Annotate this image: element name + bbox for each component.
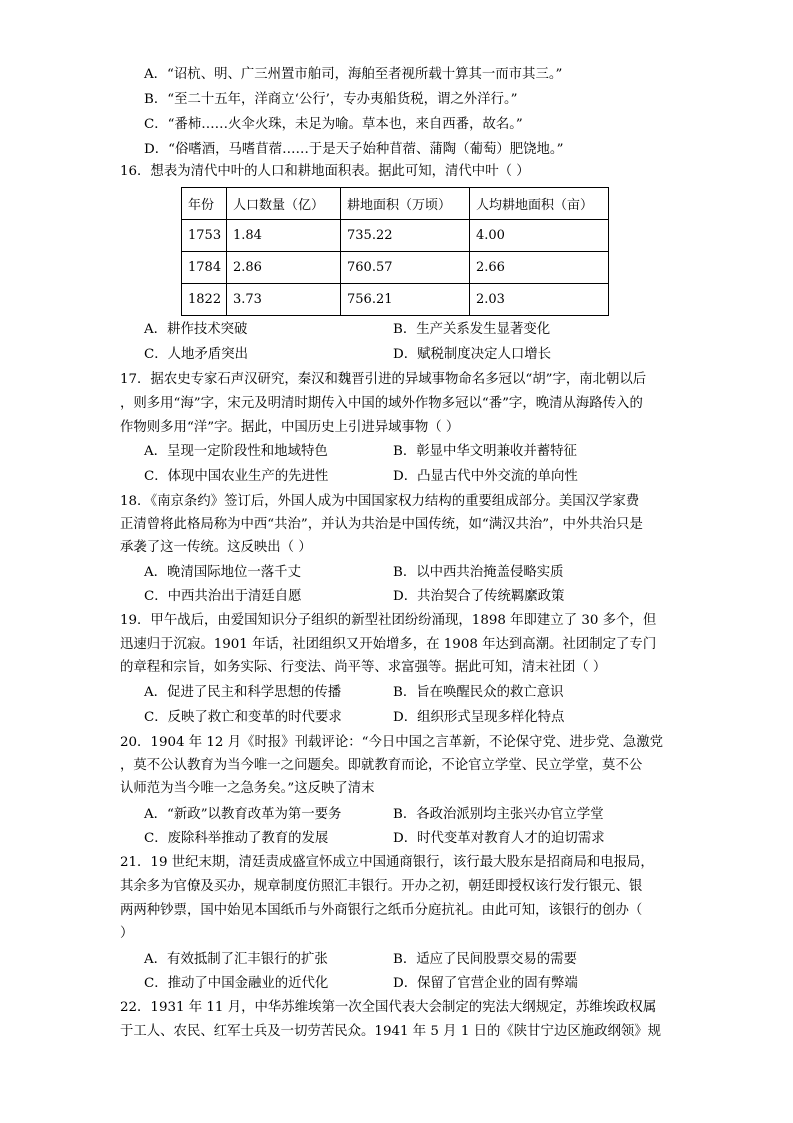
q19-stem-line: 19．甲午战后，由爱国知识分子组织的新型社团纷纷涌现，1898 年即建立了 30 多个，但 bbox=[120, 613, 657, 628]
q18-stem-line: 正清曾将此格局称为中西“共治”，并认为共治是中国传统，如“满汉共治”，中外共治只是 bbox=[120, 517, 643, 532]
q18-option-c: C．中西共治出于清廷自愿 bbox=[144, 589, 302, 604]
q18-option-a: A．晚清国际地位一落千丈 bbox=[144, 565, 301, 580]
q22-stem-line: 22．1931 年 11 月，中华苏维埃第一次全国代表大会制定的宪法大纲规定，苏维埃政权属 bbox=[120, 1000, 657, 1015]
q21-stem-line: ） bbox=[120, 926, 134, 941]
table-cell: 2.86 bbox=[227, 252, 341, 284]
q16-option-a: A．耕作技术突破 bbox=[144, 322, 248, 337]
q20-option-c: C．废除科举推动了教育的发展 bbox=[144, 831, 329, 846]
table-cell: 1784 bbox=[182, 252, 227, 284]
q19-option-b: B．旨在唤醒民众的救亡意识 bbox=[393, 685, 564, 700]
q16-option-c: C．人地矛盾突出 bbox=[144, 347, 248, 362]
q22-stem-line: 于工人、农民、红军士兵及一切劳苦民众。1941 年 5 月 1 日的《陕甘宁边区施政纲领》规 bbox=[120, 1024, 662, 1039]
table-cell: 2.03 bbox=[470, 284, 609, 316]
q16-data-table bbox=[181, 187, 609, 316]
table-cell: 760.57 bbox=[341, 252, 470, 284]
table-cell: 3.73 bbox=[227, 284, 341, 316]
table-cell: 1822 bbox=[182, 284, 227, 316]
table-row bbox=[182, 252, 609, 284]
q16-option-d: D．赋税制度决定人口增长 bbox=[393, 347, 552, 362]
table-header-cell: 年份 bbox=[182, 188, 227, 220]
q17-stem-line: ，则多用“海”字，宋元及明清时期传入中国的域外作物多冠以“番”字，晚清从海路传入的 bbox=[120, 396, 643, 411]
q21-stem-line: 21．19 世纪末期，清廷责成盛宣怀成立中国通商银行，该行最大股东是招商局和电报局， bbox=[120, 855, 654, 870]
table-cell: 1753 bbox=[182, 220, 227, 252]
q17-option-c: C．体现中国农业生产的先进性 bbox=[144, 469, 329, 484]
table-header-cell: 耕地面积（万顷） bbox=[341, 188, 470, 220]
q20-option-a: A．“新政”以教育改革为第一要务 bbox=[144, 807, 342, 822]
q19-stem-line: 迅速归于沉寂。1901 年话，社团组织又开始增多，在 1908 年达到高潮。社团制定了专门 bbox=[120, 637, 657, 652]
table-cell: 1.84 bbox=[227, 220, 341, 252]
q17-stem-line: 17．据农史专家石声汉研究，秦汉和魏晋引进的异域事物命名多冠以“胡”字，南北朝以后 bbox=[120, 372, 647, 387]
table-row bbox=[182, 284, 609, 316]
q15-option-d: D．“俗嗜酒，马嗜苜蓿……于是天子始种苜蓿、蒲陶（葡萄）肥饶地。” bbox=[144, 142, 564, 157]
q21-stem-line: 两两种钞票，国中始见本国纸币与外商银行之纸币分庭抗礼。由此可知，该银行的创办（ bbox=[120, 903, 643, 918]
q19-option-d: D．组织形式呈现多样化特点 bbox=[393, 710, 565, 725]
q21-option-a: A．有效抵制了汇丰银行的扩张 bbox=[144, 952, 328, 967]
q21-stem-line: 其余多为官僚及买办，规章制度仿照汇丰银行。开办之初，朝廷即授权该行发行银元、银 bbox=[120, 879, 643, 894]
q18-stem-line: 承袭了这一传统。这反映出（ ） bbox=[120, 540, 312, 555]
q17-option-b: B．彰显中华文明兼收并蓄特征 bbox=[393, 444, 577, 459]
q19-stem-line: 的章程和宗旨，如务实际、行变法、尚平等、求富强等。据此可知，清末社团（ ） bbox=[120, 660, 607, 675]
table-cell: 4.00 bbox=[470, 220, 609, 252]
table-cell: 756.21 bbox=[341, 284, 470, 316]
q15-option-a: A．“诏杭、明、广三州置市舶司，海舶至者视所载十算其一而市其三。” bbox=[144, 67, 563, 82]
table-header-row bbox=[182, 188, 609, 220]
q20-stem-line: 认师范为当今唯一之急务矣。”这反映了清末 bbox=[120, 781, 375, 796]
q18-option-b: B．以中西共治掩盖侵略实质 bbox=[393, 565, 564, 580]
q21-option-b: B．适应了民间股票交易的需要 bbox=[393, 952, 577, 967]
q18-stem-line: 18．《南京条约》签订后，外国人成为中国国家权力结构的重要组成部分。美国汉学家费 bbox=[120, 494, 640, 509]
q19-option-a: A．促进了民主和科学思想的传播 bbox=[144, 685, 342, 700]
q21-option-c: C．推动了中国金融业的近代化 bbox=[144, 976, 329, 991]
q19-option-c: C．反映了救亡和变革的时代要求 bbox=[144, 710, 342, 725]
q21-option-d: D．保留了官营企业的固有弊端 bbox=[393, 976, 578, 991]
q16-option-b: B．生产关系发生显著变化 bbox=[393, 322, 551, 337]
table-row bbox=[182, 220, 609, 252]
q20-stem-line: 20．1904 年 12 月《时报》刊载评论：“今日中国之言革新，不论保守党、进步党、急激党 bbox=[120, 735, 664, 750]
q15-option-b: B．“至二十五年，洋商立‘公行’，专办夷船货税，谓之外洋行。” bbox=[144, 92, 518, 107]
q20-stem-line: ，莫不公认教育为当今唯一之问题矣。即就教育而论，不论官立学堂、民立学堂，莫不公 bbox=[120, 758, 643, 773]
table-cell: 735.22 bbox=[341, 220, 470, 252]
q17-option-a: A．呈现一定阶段性和地域特色 bbox=[144, 444, 328, 459]
table-cell: 2.66 bbox=[470, 252, 609, 284]
q16-stem: 16．想表为清代中叶的人口和耕地面积表。据此可知，清代中叶（ ） bbox=[120, 164, 530, 179]
q17-stem-line: 作物则多用“洋”字。据此，中国历史上引进异域事物（ ） bbox=[120, 420, 460, 435]
table-header-cell: 人均耕地面积（亩） bbox=[470, 188, 609, 220]
table-header-cell: 人口数量（亿） bbox=[227, 188, 341, 220]
q15-option-c: C．“番柿……火伞火珠，未足为喻。草本也，来自西番，故名。” bbox=[144, 117, 523, 132]
q20-option-d: D．时代变革对教育人才的迫切需求 bbox=[393, 831, 605, 846]
q18-option-d: D．共治契合了传统羁縻政策 bbox=[393, 589, 565, 604]
q20-option-b: B．各政治派别均主张兴办官立学堂 bbox=[393, 807, 604, 822]
q17-option-d: D．凸显古代中外交流的单向性 bbox=[393, 469, 578, 484]
